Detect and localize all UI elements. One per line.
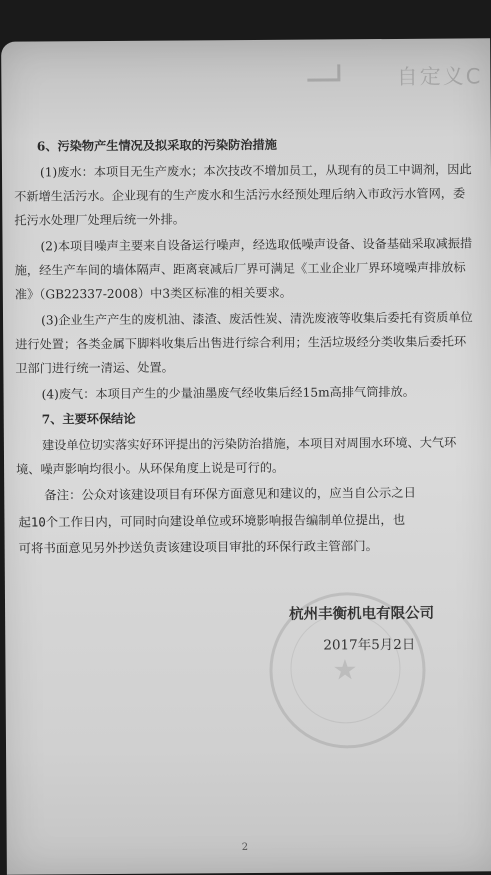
noise-line-2: 施，经生产车间的墙体隔声、距离衰减后厂界可满足《工业企业厂界环境噪声排放标 — [14, 260, 466, 278]
noise-line-3: 准》（GB22337-2008）中3类区标准的相关要求。 — [14, 285, 292, 302]
exhaust-gas-line: (4)废气：本项目产生的少量油墨废气经收集后经15m高排气筒排放。 — [41, 384, 415, 402]
section-6-heading: 6、污染物产生情况及拟采取的污染防治措施 — [36, 137, 277, 154]
bleed-through-text: 自定义C — [396, 64, 483, 89]
page-number: 2 — [241, 842, 249, 854]
wastewater-line-2: 不新增生活污水。企业现有的生产废水和生活污水经预处理后纳入市政污水管网，委 — [14, 186, 466, 204]
note-line-3: 可将书面意见另外抄送负责该建设项目审批的环保行政主管部门。 — [18, 538, 379, 556]
wastewater-line-1: (1)废水：本项目无生产废水；本次技改不增加员工，从现有的员工中调剂，因此 — [39, 162, 472, 180]
document-page — [1, 38, 491, 874]
solid-waste-line-3: 卫部门进行统一清运、处置。 — [15, 360, 174, 376]
company-name: 杭州丰衡机电有限公司 — [289, 605, 435, 623]
noise-line-1: (2)本项目噪声主要来自设备运行噪声，经选取低噪声设备、设备基础采取减振措 — [40, 236, 473, 254]
conclusion-line-1: 建设单位切实落实好环评提出的污染防治措施，本项目对周围水环境、大气环 — [41, 435, 457, 453]
solid-waste-line-1: (3)企业生产产生的废机油、漆渣、废活性炭、清洗废液等收集后委托有资质单位 — [40, 310, 473, 328]
company-seal: ★ — [269, 592, 426, 749]
conclusion-line-2: 境、噪声影响均很小。从环保角度上说是可行的。 — [16, 460, 285, 477]
signature-date: 2017年5月2日 — [323, 636, 416, 654]
note-line-2: 起10个工作日内，可同时向建设单位或环境影响报告编制单位提出，也 — [18, 511, 406, 530]
wastewater-line-3: 托污水处理厂处理后统一外排。 — [14, 212, 186, 228]
note-line-1: 备注：公众对该建设项目有环保方面意见和建议的，应当自公示之日 — [44, 484, 417, 503]
solid-waste-line-2: 进行处置；各类金属下脚料收集后出售进行综合利用；生活垃圾经分类收集后委托环 — [15, 334, 467, 352]
bleed-through-mark — [307, 64, 340, 81]
section-7-heading: 7、主要环保结论 — [41, 411, 136, 427]
